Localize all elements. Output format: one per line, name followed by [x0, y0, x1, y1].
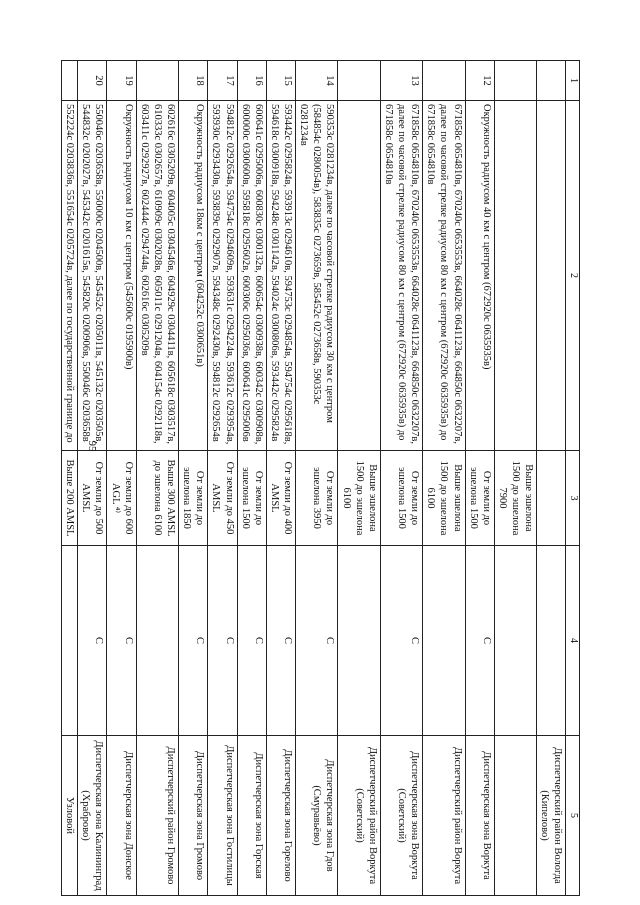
- table-row: [266, 61, 295, 896]
- class-cell: [338, 546, 380, 736]
- row-number: 12: [465, 61, 494, 101]
- table-row: [494, 61, 536, 896]
- coordinates-cell: [537, 101, 566, 451]
- class-cell: C: [465, 546, 494, 736]
- table-row: [338, 61, 380, 896]
- unit-cell: Диспетчерский район Вологда (Кипелово): [537, 736, 566, 896]
- class-cell: C: [380, 546, 422, 736]
- row-number: 20: [78, 61, 107, 101]
- unit-cell: Диспетчерская зона Воркута: [465, 736, 494, 896]
- unit-cell: Диспетчерский район Воркута (Советский): [338, 736, 380, 896]
- limits-cell: От земли до эшелона 3950: [296, 451, 338, 546]
- coordinates-cell: Окружность радиусом 40 км с центром (672920с 0635935в): [465, 101, 494, 451]
- table-row: [107, 61, 136, 896]
- unit-cell: [494, 736, 536, 896]
- table-row: [179, 61, 208, 896]
- header-row: [566, 61, 580, 896]
- header-cell: 5: [566, 736, 580, 896]
- header-cell: 2: [566, 101, 580, 451]
- coordinates-cell: 600641с 0295006в, 600830с 0300132в, 600654с 0300938в, 600342с 0300908в, 600000с 0300600в, 595818с 0295602в, 600306с 0295036в, 600641с 0295006в: [237, 101, 266, 451]
- class-cell: [136, 546, 178, 736]
- coordinates-cell: [338, 101, 380, 451]
- row-number: 16: [237, 61, 266, 101]
- row-number: 13: [380, 61, 422, 101]
- table-row: [423, 61, 465, 896]
- row-number: 18: [179, 61, 208, 101]
- limits-cell: Выше 300 AMSL до эшелона 6100: [136, 451, 178, 546]
- row-number: 14: [296, 61, 338, 101]
- row-number: 19: [107, 61, 136, 101]
- coordinates-cell: 590353с 0281234в, далее по часовой стрелке радиусом 30 км с центром (584854с 0280054в), 583835с 0273659в, 585452с 0273658в, 590353с 0281234в: [296, 101, 338, 451]
- row-number: 15: [266, 61, 295, 101]
- unit-cell: Узловой: [62, 736, 78, 896]
- coordinates-cell: 671858с 0654810в, 670240с 0653553в, 664028с 0641123в, 664850с 0632207в, далее по часовой стрелке радиусом 80 км с центром (672920с 0635935в) до 671858с 0654810в: [423, 101, 465, 451]
- limits-cell: От земли до 500 AMSL: [78, 451, 107, 546]
- coordinates-cell: 552224с 0203836в, 551654с 0205724в, далее по государственной границе до: [62, 101, 78, 451]
- class-cell: [423, 546, 465, 736]
- header-cell: 4: [566, 546, 580, 736]
- coordinates-cell: Окружность радиусом 10 км с центром (545600с 0195900в): [107, 101, 136, 451]
- table-row: [237, 61, 266, 896]
- table-row: [296, 61, 338, 896]
- table-row: [465, 61, 494, 896]
- table-row: [537, 61, 566, 896]
- unit-cell: Диспетчерский район Громово: [136, 736, 178, 896]
- class-cell: C: [78, 546, 107, 736]
- class-cell: C: [237, 546, 266, 736]
- coordinates-cell: 671858с 0654810в, 670240с 0653553в, 664028с 0641123в, 664850с 0632207в, далее по часовой стрелке радиусом 80 км с центром (672920с 0635935в) до 671858с 0654810в: [380, 101, 422, 451]
- rotated-page: [64, 60, 580, 895]
- class-cell: C: [179, 546, 208, 736]
- class-cell: [494, 546, 536, 736]
- unit-cell: Диспетчерская зона Гостилицы: [208, 736, 237, 896]
- limits-cell: От земли до эшелона 1850: [179, 451, 208, 546]
- class-cell: [62, 546, 78, 736]
- limits-cell: От земли до эшелона 1500: [380, 451, 422, 546]
- unit-cell: Диспетчерская зона Калининград (Храброво): [78, 736, 107, 896]
- unit-cell: Диспетчерский район Воркута: [423, 736, 465, 896]
- class-cell: [537, 546, 566, 736]
- coordinates-cell: Окружность радиусом 18км с центром (604252с 0300651в): [179, 101, 208, 451]
- limits-cell: Выше эшелона 1500 до эшелона 6100: [423, 451, 465, 546]
- row-number: [423, 61, 465, 101]
- coordinates-cell: 550046с 0203658в, 550000с 0204500в, 545452с 0205011в, 545132с 0203505в, 544832с 0202027в, 545342с 0201615в, 545820с 0200906в, 550046с 0203658в: [78, 101, 107, 451]
- limits-cell: От земли до 400 AMSL: [266, 451, 295, 546]
- coordinates-cell: [494, 101, 536, 451]
- unit-cell: Диспетчерская зона Горелово: [266, 736, 295, 896]
- table-row: [380, 61, 422, 896]
- header-cell: 3: [566, 451, 580, 546]
- limits-cell: От земли до эшелона 1500: [465, 451, 494, 546]
- limits-cell: От земли до 600 AGL ⁴⁾: [107, 451, 136, 546]
- row-number: [537, 61, 566, 101]
- unit-cell: Диспетчерская зона Донское: [107, 736, 136, 896]
- header-cell: 1: [566, 61, 580, 101]
- class-cell: C: [208, 546, 237, 736]
- unit-cell: Диспетчерская зона Громово: [179, 736, 208, 896]
- unit-cell: Диспетчерская зона Гдов (Смуравьёво): [296, 736, 338, 896]
- limits-cell: Выше эшелона 1500 до эшелона 6100: [338, 451, 380, 546]
- row-number: [338, 61, 380, 101]
- row-number: [136, 61, 178, 101]
- limits-cell: От земли до 450 AMSL: [208, 451, 237, 546]
- limits-cell: Выше 200 AMSL: [62, 451, 78, 546]
- class-cell: C: [266, 546, 295, 736]
- airspace-table: [61, 60, 580, 896]
- limits-cell: [537, 451, 566, 546]
- row-number: [494, 61, 536, 101]
- coordinates-cell: 594812с 0292654в, 594754с 0294609в, 593631с 0294224в, 593612с 0293954в, 593930с 0293430в, 593839с 0292907в, 594348с 0292430в, 594812с 0292654в: [208, 101, 237, 451]
- table-row: [208, 61, 237, 896]
- class-cell: C: [107, 546, 136, 736]
- row-number: [62, 61, 78, 101]
- table-row: [136, 61, 178, 896]
- unit-cell: Диспетчерская зона Воркута (Советский): [380, 736, 422, 896]
- table-row: [78, 61, 107, 896]
- coordinates-cell: 602616с 0305209в, 604005с 0304546в, 604929с 0304411в, 605618с 0303517в, 610333с 0302657в, 610909с 0302028в, 605011с 0291204в, 604154с 0292118в, 603411с 0292927в, 602444с 0294744в, 602616с 0305209в: [136, 101, 178, 451]
- page-number: 95: [86, 440, 98, 452]
- table-container: [64, 60, 580, 895]
- row-number: 17: [208, 61, 237, 101]
- class-cell: C: [296, 546, 338, 736]
- coordinates-cell: 593442с 0295824в, 593913с 0294610в, 594753с 0294854в, 594754с 0295618в, 594618с 0300918в, 594248с 0301142в, 594024с 0300806в, 593442с 0295824в: [266, 101, 295, 451]
- table-row: [62, 61, 78, 896]
- unit-cell: Диспетчерская зона Горская: [237, 736, 266, 896]
- limits-cell: От земли до эшелона 1500: [237, 451, 266, 546]
- limits-cell: Выше эшелона 1500 до эшелона 7900: [494, 451, 536, 546]
